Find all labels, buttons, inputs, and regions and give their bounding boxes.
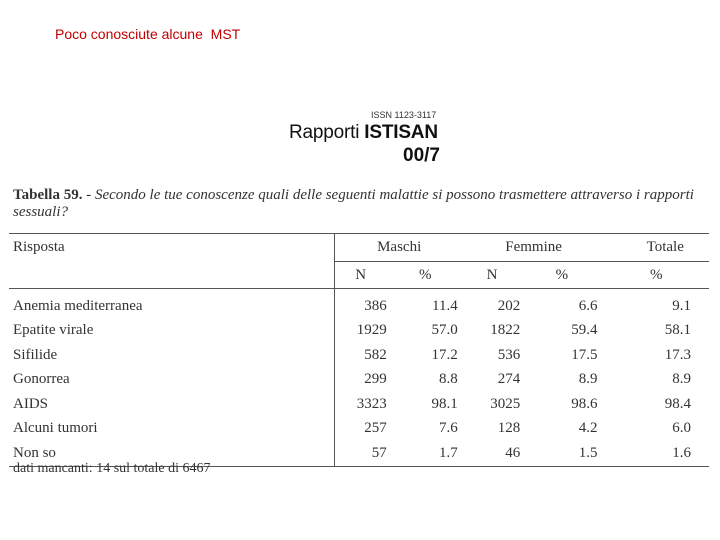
table-caption-label: Tabella 59. bbox=[13, 187, 83, 203]
publication-title-bold: ISTISAN bbox=[364, 122, 438, 143]
table-caption bbox=[13, 187, 718, 221]
table-row bbox=[9, 368, 709, 393]
cell-femmine-pct: 17.5 bbox=[571, 346, 598, 363]
cell-risposta: Gonorrea bbox=[13, 371, 70, 388]
cell-risposta: AIDS bbox=[13, 395, 49, 412]
subheader-femmine-pct: % bbox=[555, 266, 569, 283]
cell-femmine-n: 536 bbox=[497, 346, 521, 363]
cell-maschi-n: 386 bbox=[334, 289, 393, 319]
cell-risposta: Anemia mediterranea bbox=[13, 297, 143, 314]
cell-femmine-n: 46 bbox=[505, 444, 521, 461]
table-row bbox=[9, 289, 709, 319]
cell-maschi-pct: 98.1 bbox=[431, 395, 458, 412]
data-table bbox=[9, 233, 709, 467]
cell-totale-pct: 6.0 bbox=[672, 420, 691, 437]
cell-totale-pct: 8.9 bbox=[672, 371, 691, 388]
subheader-maschi-pct: % bbox=[418, 266, 432, 283]
cell-femmine-pct: 59.4 bbox=[571, 322, 598, 339]
publication-title-normal: Rapporti bbox=[289, 122, 365, 143]
publication-title bbox=[289, 122, 438, 144]
cell-femmine-n: 128 bbox=[497, 420, 521, 437]
cell-maschi-pct: 57.0 bbox=[431, 322, 458, 339]
cell-femmine-n: 1822 bbox=[490, 322, 521, 339]
table-caption-text: - Secondo le tue conoscenze quali delle seguenti malattie si possono trasmettere attraverso i rapporti sessuali? bbox=[13, 187, 694, 220]
cell-maschi-n: 1929 bbox=[334, 319, 393, 344]
subheader-maschi-n: N bbox=[334, 262, 393, 289]
cell-maschi-pct: 7.6 bbox=[438, 420, 458, 437]
cell-risposta: Epatite virale bbox=[13, 322, 94, 339]
header-totale: Totale bbox=[603, 234, 709, 262]
cell-totale-pct: 17.3 bbox=[664, 346, 691, 363]
issn-label: ISSN 1123-3117 bbox=[371, 110, 437, 120]
cell-maschi-n: 299 bbox=[334, 368, 393, 393]
cell-risposta: Sifilide bbox=[13, 346, 58, 363]
table-row bbox=[9, 319, 709, 344]
cell-femmine-n: 3025 bbox=[490, 395, 521, 412]
cell-femmine-n: 202 bbox=[497, 297, 521, 314]
issue-number: 00/7 bbox=[403, 145, 440, 166]
subheader-totale-pct: % bbox=[649, 266, 663, 283]
header-maschi: Maschi bbox=[334, 234, 464, 262]
cell-maschi-pct: 8.8 bbox=[438, 371, 458, 388]
subheader-empty bbox=[9, 262, 334, 289]
cell-maschi-n: 57 bbox=[334, 441, 393, 466]
header-risposta: Risposta bbox=[13, 239, 65, 256]
table-row bbox=[9, 392, 709, 417]
cell-totale-pct: 98.4 bbox=[664, 395, 691, 412]
cell-maschi-pct: 17.2 bbox=[431, 346, 458, 363]
table-subheader-row bbox=[9, 262, 709, 289]
cell-femmine-pct: 98.6 bbox=[571, 395, 598, 412]
cell-maschi-pct: 1.7 bbox=[438, 444, 458, 461]
cell-totale-pct: 58.1 bbox=[664, 322, 691, 339]
table-header-row bbox=[9, 234, 709, 262]
cell-maschi-n: 257 bbox=[334, 417, 393, 442]
subheader-femmine-n: N bbox=[486, 266, 498, 283]
cell-totale-pct: 9.1 bbox=[672, 297, 691, 314]
cell-femmine-pct: 4.2 bbox=[578, 420, 598, 437]
cell-maschi-n: 3323 bbox=[334, 392, 393, 417]
header-femmine: Femmine bbox=[464, 234, 604, 262]
cell-femmine-pct: 8.9 bbox=[578, 371, 598, 388]
table-footnote: dati mancanti: 14 sul totale di 6467 bbox=[13, 461, 211, 476]
cell-risposta: Non so bbox=[13, 444, 56, 461]
cell-risposta: Alcuni tumori bbox=[13, 420, 98, 437]
cell-totale-pct: 1.6 bbox=[672, 444, 691, 461]
cell-femmine-n: 274 bbox=[497, 371, 521, 388]
table-row bbox=[9, 343, 709, 368]
cell-maschi-pct: 11.4 bbox=[432, 297, 458, 314]
cell-femmine-pct: 1.5 bbox=[578, 444, 598, 461]
cell-femmine-pct: 6.6 bbox=[578, 297, 598, 314]
slide-title: Poco conosciute alcune MST bbox=[55, 26, 241, 42]
cell-maschi-n: 582 bbox=[334, 343, 393, 368]
table-row bbox=[9, 417, 709, 442]
